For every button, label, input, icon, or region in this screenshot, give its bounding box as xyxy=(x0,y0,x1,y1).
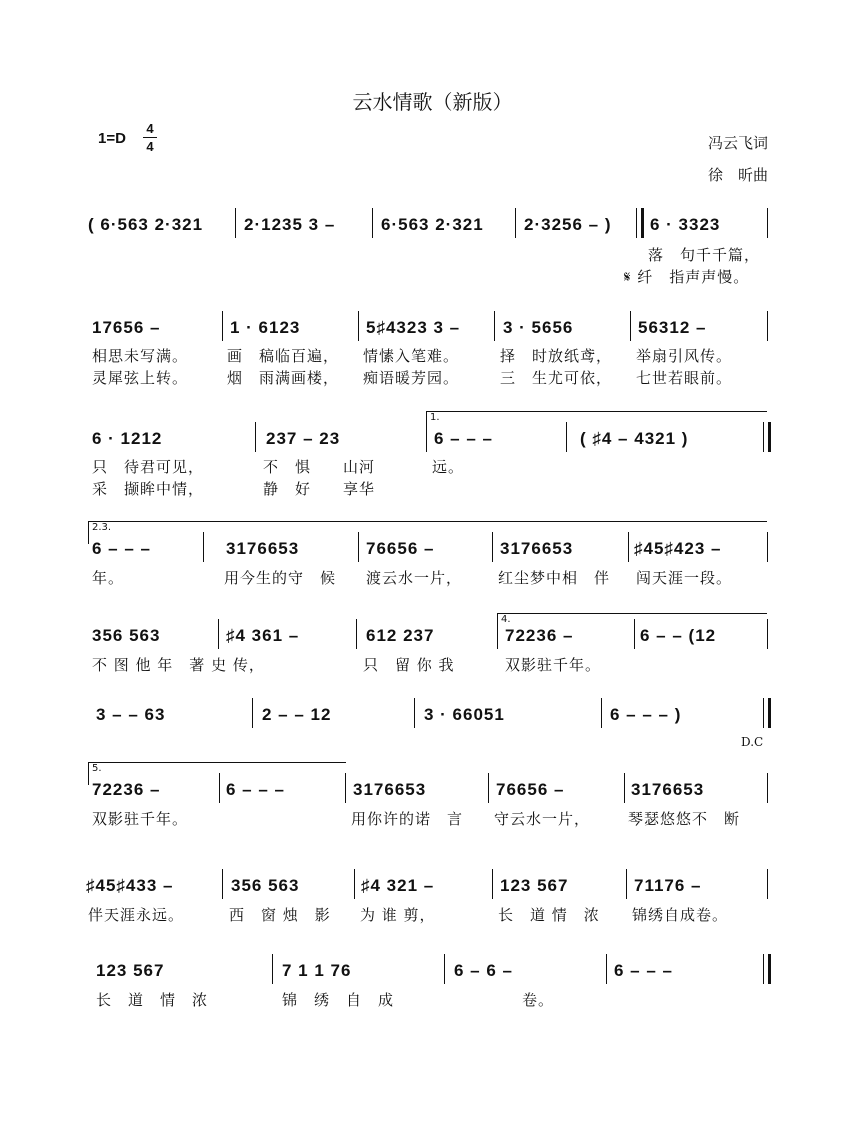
row7-lyric: 琴瑟悠悠不 断 xyxy=(628,810,741,828)
row8-measure3: ♯4 321 – xyxy=(361,876,435,895)
row8-lyric: 伴天涯永远。 xyxy=(88,906,185,924)
row5-lyric: 双影驻千年。 xyxy=(505,656,602,674)
barline xyxy=(497,619,498,649)
row2-lyric: 灵犀弦上转。 xyxy=(92,369,189,387)
row3-measure2: 237 – 23 xyxy=(266,429,341,448)
barline xyxy=(235,208,236,238)
barline xyxy=(492,869,493,899)
volta-bracket-1: 1. xyxy=(426,411,767,434)
volta-bracket-4: 4. xyxy=(497,613,767,636)
row7-measure4: 76656 – xyxy=(496,780,565,799)
final-barline xyxy=(763,954,771,984)
row3-lyric: 不 惧 山河 xyxy=(263,458,376,476)
barline xyxy=(628,532,629,562)
row2-measure4: 3 · 5656 xyxy=(503,318,574,337)
volta-bracket-2-3: 2.3. xyxy=(88,521,767,544)
row7-lyric: 用你许的诺 言 xyxy=(351,810,464,828)
barline xyxy=(354,869,355,899)
row4-lyric: 渡云水一片， xyxy=(366,569,463,587)
barline xyxy=(414,698,415,728)
row4-measure1: 6 – – – xyxy=(92,539,151,558)
barline xyxy=(358,532,359,562)
row4-lyric: 闯天涯一段。 xyxy=(636,569,733,587)
row4-lyric: 用今生的守 候 xyxy=(224,569,337,587)
row4-lyric: 红尘梦中相 伴 xyxy=(498,569,611,587)
barline xyxy=(272,954,273,984)
barline xyxy=(494,311,495,341)
row1-lyric1: 落 句千千篇， xyxy=(648,246,761,264)
time-signature xyxy=(143,121,157,154)
volta-bracket-5: 5. xyxy=(88,762,346,785)
row4-measure2: 3176653 xyxy=(226,539,300,558)
barline xyxy=(767,208,768,238)
row5-measure1: 356 563 xyxy=(92,626,161,645)
barline xyxy=(488,773,489,803)
barline xyxy=(492,532,493,562)
barline xyxy=(634,619,635,649)
meter-line xyxy=(143,137,157,138)
row8-lyric: 为 谁 剪， xyxy=(360,906,436,924)
barline xyxy=(601,698,602,728)
barline xyxy=(630,311,631,341)
row7-lyric: 守云水一片， xyxy=(494,810,591,828)
barline xyxy=(515,208,516,238)
row1-measure4: 2·3256 – ) xyxy=(524,215,612,234)
meter-top: 4 xyxy=(146,121,154,136)
barline xyxy=(356,619,357,649)
repeat-end-barline xyxy=(763,422,771,452)
barline xyxy=(203,532,204,562)
row5-measure2: ♯4 361 – xyxy=(226,626,300,645)
barline xyxy=(218,619,219,649)
row2-measure5: 56312 – xyxy=(638,318,707,337)
row3-measure3: 6 – – – xyxy=(434,429,493,448)
barline xyxy=(566,422,567,452)
barline xyxy=(767,311,768,341)
row2-lyric: 举扇引风传。 xyxy=(636,347,733,365)
row1-measure1: ( 6·563 2·321 xyxy=(88,215,204,234)
barline xyxy=(624,773,625,803)
row8-measure2: 356 563 xyxy=(231,876,300,895)
barline xyxy=(767,773,768,803)
row7-measure2: 6 – – – xyxy=(226,780,285,799)
row2-lyric: 烟 雨满画楼， xyxy=(227,369,340,387)
row2-lyric: 三 生尤可依， xyxy=(500,369,613,387)
composer-credit: 徐 昕曲 xyxy=(708,166,769,184)
row3-measure4: ( ♯4 – 4321 ) xyxy=(580,429,689,448)
row3-measure1: 6 · 1212 xyxy=(92,429,163,448)
repeat-start-barline xyxy=(636,208,644,238)
row7-measure3: 3176653 xyxy=(353,780,427,799)
row9-measure4: 6 – – – xyxy=(614,961,673,980)
meter-bottom: 4 xyxy=(146,139,154,154)
row9-lyric: 锦 绣 自 成 xyxy=(282,991,395,1009)
row5-measure3: 612 237 xyxy=(366,626,435,645)
row5-measure4: 72236 – xyxy=(505,626,574,645)
barline xyxy=(252,698,253,728)
row3-lyric: 静 好 享华 xyxy=(263,480,376,498)
row3-lyric: 只 待君可见， xyxy=(92,458,205,476)
row6-measure3: 3 · 66051 xyxy=(424,705,505,724)
row1-measure3: 6·563 2·321 xyxy=(381,215,484,234)
row1-measure2: 2·1235 3 – xyxy=(244,215,336,234)
barline xyxy=(606,954,607,984)
barline xyxy=(222,869,223,899)
barline xyxy=(626,869,627,899)
row9-lyric: 卷。 xyxy=(522,991,555,1009)
song-title: 云水情歌（新版） xyxy=(352,90,513,114)
row8-lyric: 锦绣自成卷。 xyxy=(632,906,729,924)
barline xyxy=(372,208,373,238)
row8-measure1: ♯45♯433 – xyxy=(86,876,174,895)
lyricist-credit: 冯云飞词 xyxy=(708,134,769,152)
barline xyxy=(767,869,768,899)
key-signature: 1=D xyxy=(98,130,126,147)
row8-lyric: 西 窗 烛 影 xyxy=(229,906,331,924)
barline xyxy=(345,773,346,803)
barline xyxy=(255,422,256,452)
row4-measure5: ♯45♯423 – xyxy=(634,539,722,558)
row1-lyric2: 𝄋 纤 指声声慢。 xyxy=(624,268,750,286)
row4-lyric: 年。 xyxy=(92,569,125,587)
row6-measure4: 6 – – – ) xyxy=(610,705,682,724)
row9-measure3: 6 – 6 – xyxy=(454,961,513,980)
row6-measure1: 3 – – 63 xyxy=(96,705,166,724)
row7-lyric: 双影驻千年。 xyxy=(92,810,189,828)
row3-lyric: 采 撷眸中情， xyxy=(92,480,205,498)
row2-lyric: 痴语暖芳园。 xyxy=(363,369,460,387)
row2-lyric: 择 时放纸鸢， xyxy=(500,347,613,365)
row5-lyric: 不 图 他 年 著 史 传， xyxy=(92,656,265,674)
row2-lyric: 画 稿临百遍， xyxy=(227,347,340,365)
row5-lyric: 只 留 你 我 xyxy=(363,656,455,674)
row8-lyric: 长 道 情 浓 xyxy=(498,906,600,924)
row9-lyric: 长 道 情 浓 xyxy=(96,991,209,1009)
row2-measure1: 17656 – xyxy=(92,318,161,337)
row2-measure3: 5♯4323 3 – xyxy=(366,318,461,337)
row8-measure4: 123 567 xyxy=(500,876,569,895)
barline xyxy=(767,619,768,649)
row2-lyric: 七世若眼前。 xyxy=(636,369,733,387)
barline xyxy=(444,954,445,984)
row3-lyric: 远。 xyxy=(432,458,465,476)
barline xyxy=(219,773,220,803)
barline xyxy=(767,532,768,562)
row6-measure2: 2 – – 12 xyxy=(262,705,332,724)
row2-lyric: 相思未写满。 xyxy=(92,347,189,365)
row5-measure5: 6 – – (12 xyxy=(640,626,717,645)
final-barline xyxy=(763,698,771,728)
row9-measure2: 7 1 1 76 xyxy=(282,961,352,980)
row7-measure1: 72236 – xyxy=(92,780,161,799)
row2-lyric: 情愫入笔难。 xyxy=(363,347,460,365)
row1-measure5: 6 · 3323 xyxy=(650,215,721,234)
row2-measure2: 1 · 6123 xyxy=(230,318,301,337)
da-capo-mark: D.C xyxy=(741,735,764,749)
barline xyxy=(222,311,223,341)
barline xyxy=(358,311,359,341)
row4-measure4: 3176653 xyxy=(500,539,574,558)
row4-measure3: 76656 – xyxy=(366,539,435,558)
row8-measure5: 71176 – xyxy=(634,876,702,895)
row9-measure1: 123 567 xyxy=(96,961,165,980)
row7-measure5: 3176653 xyxy=(631,780,705,799)
barline xyxy=(426,422,427,452)
